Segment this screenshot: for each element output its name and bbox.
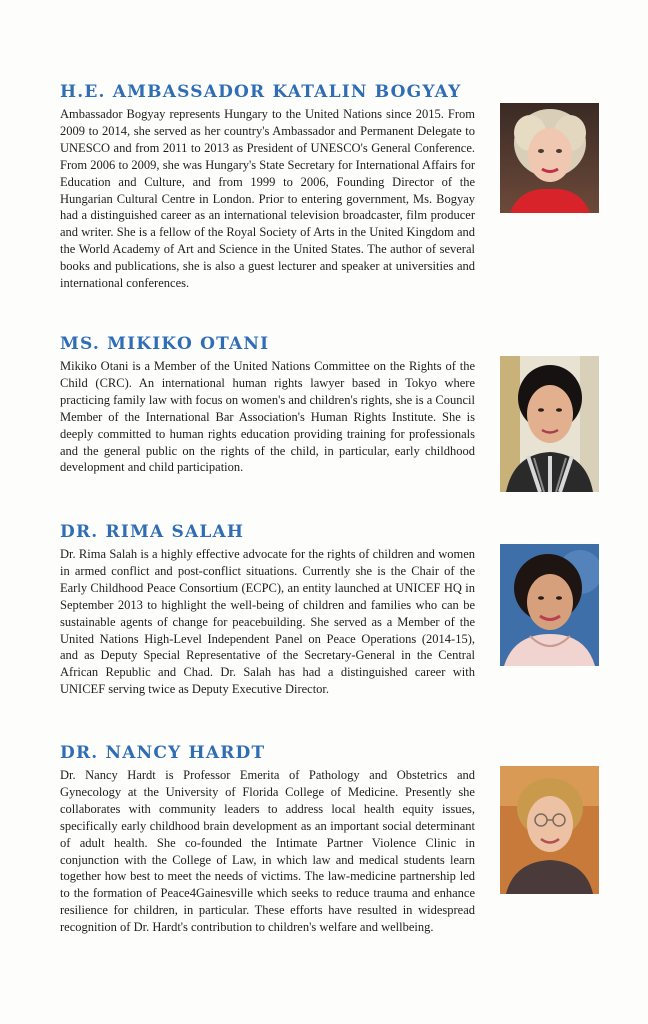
bio-section-hardt	[60, 743, 600, 943]
bio-section-bogyay	[60, 82, 600, 302]
portrait-photo-salah	[500, 544, 599, 666]
portrait-photo-hardt	[500, 766, 599, 894]
bio-name-bogyay: H.E. AMBASSADOR KATALIN BOGYAY	[60, 82, 462, 102]
bio-section-otani	[60, 334, 600, 494]
bio-text-bogyay: Ambassador Bogyay represents Hungary to the United Nations since 2015. From 2009 to 2014, she served as her country's Ambassador and Permanent Delegate to UNESCO and from 2011 to 2013 as President of UNESCO's General Conference. From 2006 to 2009, she was Hungary's State Secretary for International Affairs for Education and Culture, and from 1999 to 2006, Founding Director of the Hungarian Cultural Centre in London. Prior to entering government, Ms. Bogyay had a distinguished career as an international television broadcaster, film producer and writer. She is a fellow of the Royal Society of Arts in the United Kingdom and the World Academy of Art and Science in the United States. The author of several books and publications, she is also a guest lecturer and speaker at universities and international conferences.	[60, 107, 475, 291]
bio-name-hardt: DR. NANCY HARDT	[60, 743, 266, 763]
bio-text-hardt: Dr. Nancy Hardt is Professor Emerita of Pathology and Obstetrics and Gynecology at the University of Florida College of Medicine. Presently she collaborates with community leaders to address local health equity issues, specifically early childhood brain development as an important social determinant of adult health. She co-founded the Intimate Partner Violence Clinic in conjunction with the College of Law, in which law and medical students learn together how best to meet the needs of victims. The law-medicine partnership led to the formation of Peace4Gainesville which seeks to reduce trauma and enhance resilience for children, in particular. These efforts have resulted in widespread recognition of Dr. Hardt's contribution to children's welfare and wellbeing.	[60, 768, 475, 935]
bio-section-salah	[60, 522, 600, 712]
portrait-photo-bogyay	[500, 103, 599, 213]
bio-name-salah: DR. RIMA SALAH	[60, 522, 245, 542]
bio-name-otani: MS. MIKIKO OTANI	[60, 334, 270, 354]
bio-text-salah: Dr. Rima Salah is a highly effective advocate for the rights of children and women in armed conflict and post-conflict situations. Currently she is the Chair of the Early Childhood Peace Consortium (ECPC), an entity launched at UNICEF HQ in September 2013 to highlight the well-being of children and families who can be sustainable agents of change for peacebuilding. She served as a Member of the United Nations High-Level Independent Panel on Peace Operations (2014-15), and as Deputy Special Representative of the Secretary-General in the Central African Republic and Chad. Dr. Salah has had a distinguished career with UNICEF serving twice as Deputy Executive Director.	[60, 547, 475, 697]
bio-text-otani: Mikiko Otani is a Member of the United Nations Committee on the Rights of the Child (CRC). An international human rights lawyer based in Tokyo where practicing family law with focus on women's and children's rights, she is a Council Member of the International Bar Association's Human Rights Institute. She is deeply committed to human rights education providing training for professionals and the general public on the rights of the child, in particular, early childhood development and child participation.	[60, 359, 475, 475]
portrait-photo-otani	[500, 356, 599, 492]
